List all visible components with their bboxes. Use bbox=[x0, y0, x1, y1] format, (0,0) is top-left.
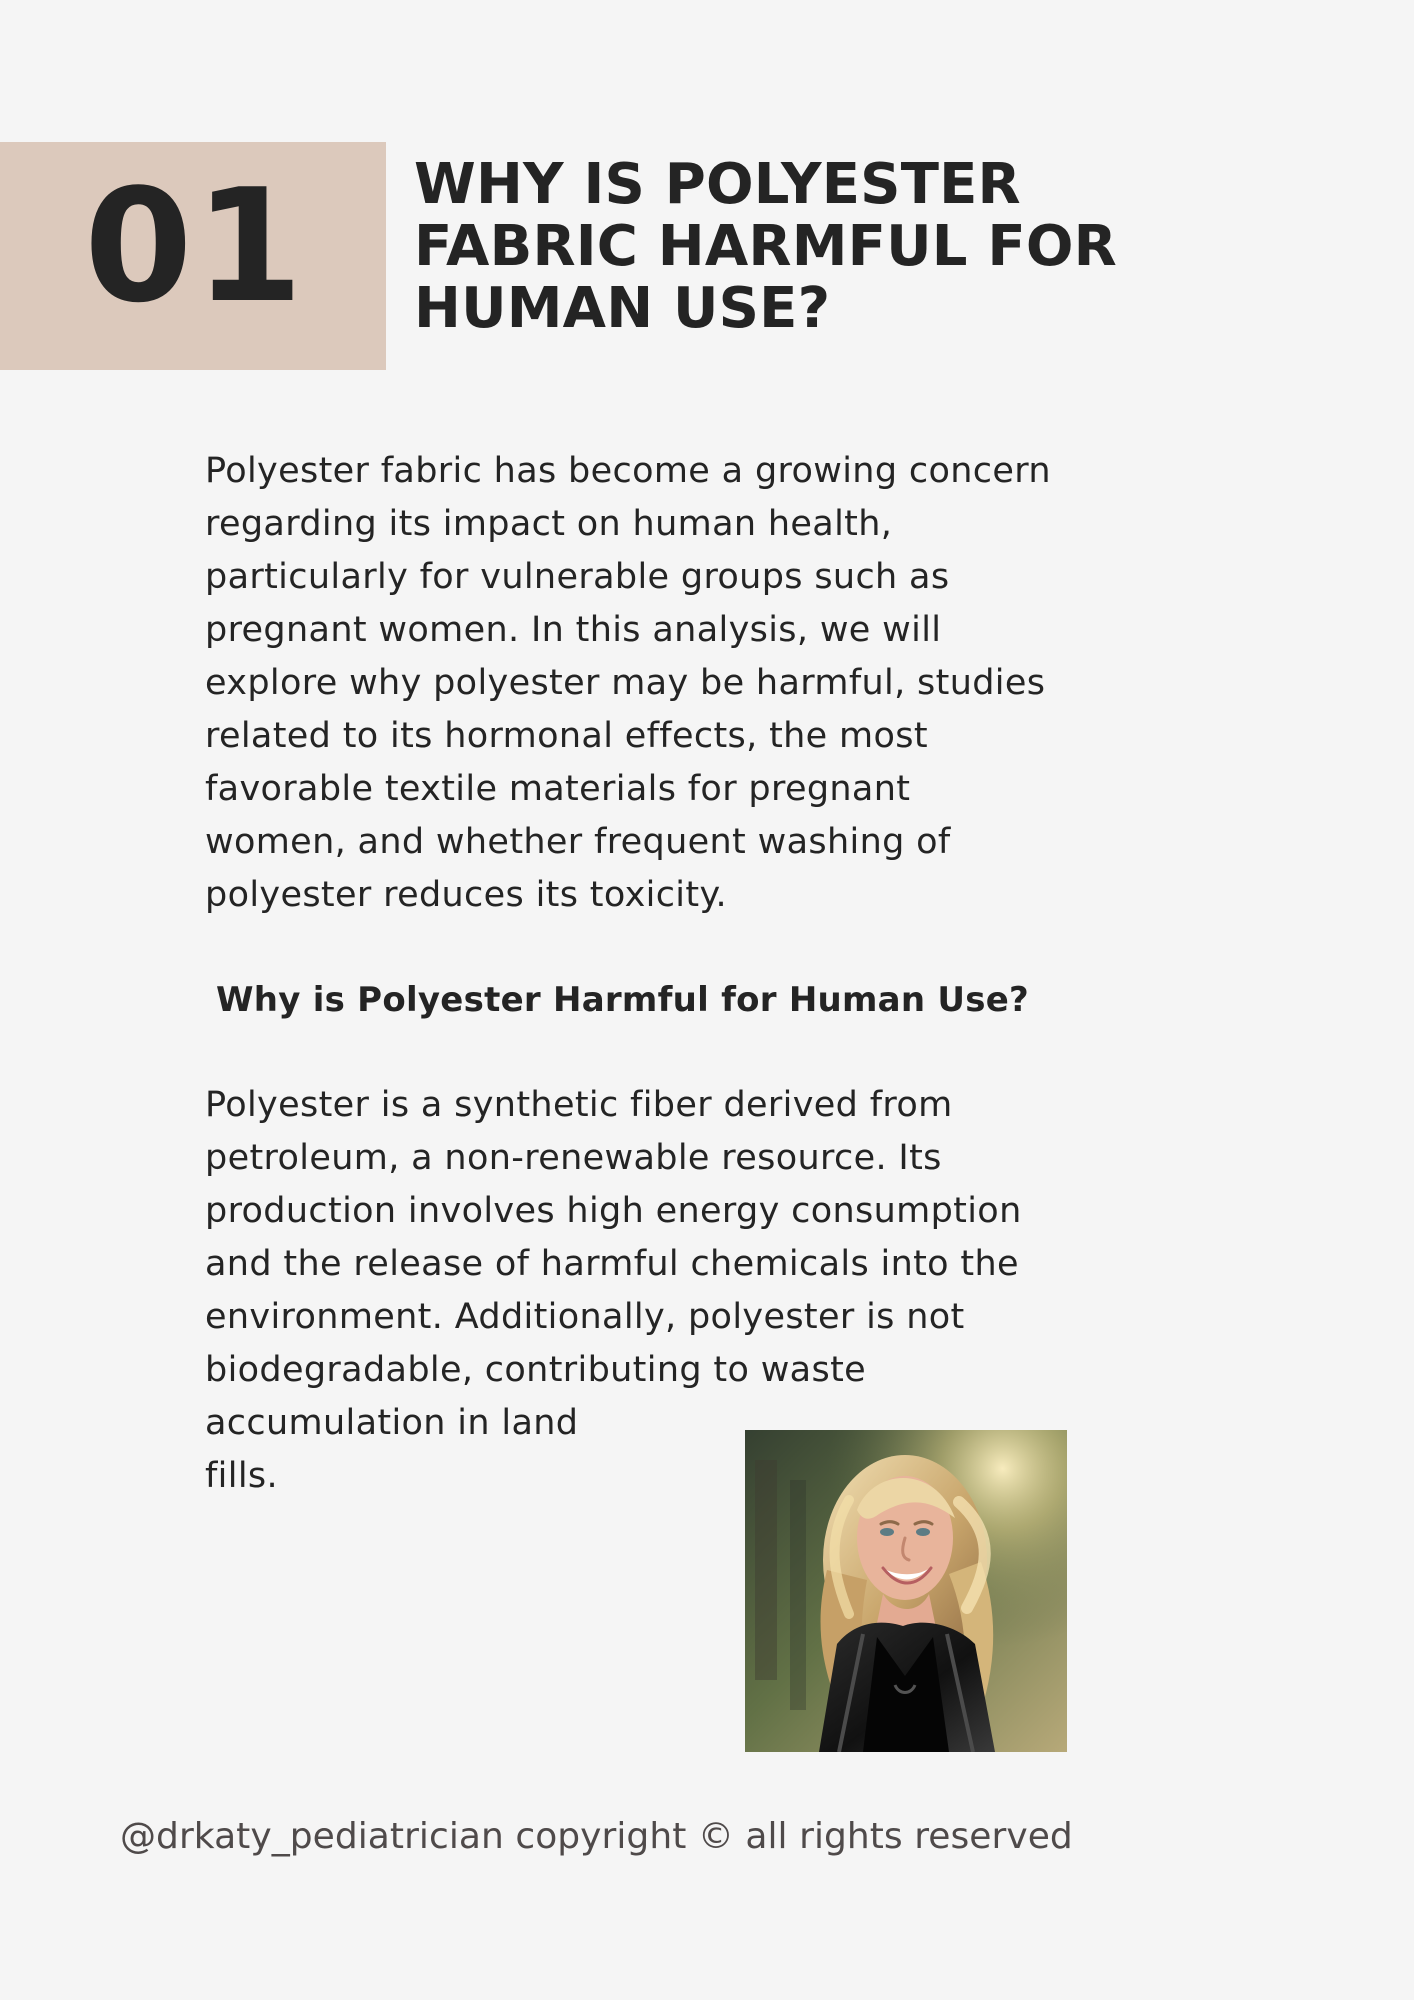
paragraph-line: and the release of harmful chemicals into the bbox=[205, 1244, 1019, 1284]
paragraph-line: pregnant women. In this analysis, we will bbox=[205, 610, 942, 650]
paragraph-line: favorable textile materials for pregnant bbox=[205, 769, 911, 809]
paragraph-line: women, and whether frequent washing of bbox=[205, 822, 951, 862]
author-portrait-image bbox=[745, 1430, 1067, 1752]
section-number: 01 bbox=[84, 155, 306, 337]
copyright-footer: @drkaty_pediatrician copyright © all rights reserved bbox=[120, 1816, 1073, 1857]
section-subheading: Why is Polyester Harmful for Human Use? bbox=[216, 980, 1030, 1020]
portrait-illustration bbox=[745, 1430, 1067, 1752]
paragraph-line: fills. bbox=[205, 1456, 278, 1496]
paragraph-line: petroleum, a non-renewable resource. Its bbox=[205, 1138, 942, 1178]
paragraph-line: polyester reduces its toxicity. bbox=[205, 875, 727, 915]
paragraph-line: explore why polyester may be harmful, studies bbox=[205, 663, 1046, 703]
title-line: FABRIC HARMFUL FOR bbox=[414, 214, 1117, 279]
paragraph-line: production involves high energy consumption bbox=[205, 1191, 1022, 1231]
paragraph-line: Polyester is a synthetic fiber derived from bbox=[205, 1085, 953, 1125]
paragraph-line: accumulation in land bbox=[205, 1403, 579, 1443]
title-line: WHY IS POLYESTER bbox=[414, 152, 1021, 217]
paragraph-line: Polyester fabric has become a growing concern bbox=[205, 451, 1051, 491]
paragraph-line: biodegradable, contributing to waste bbox=[205, 1350, 867, 1390]
paragraph-line: regarding its impact on human health, bbox=[205, 504, 893, 544]
paragraph-line: environment. Additionally, polyester is not bbox=[205, 1297, 965, 1337]
intro-paragraph bbox=[205, 445, 1175, 922]
paragraph-line: related to its hormonal effects, the most bbox=[205, 716, 928, 756]
title-line: HUMAN USE? bbox=[414, 276, 831, 341]
page-title bbox=[414, 154, 1234, 340]
paragraph-line: particularly for vulnerable groups such as bbox=[205, 557, 950, 597]
